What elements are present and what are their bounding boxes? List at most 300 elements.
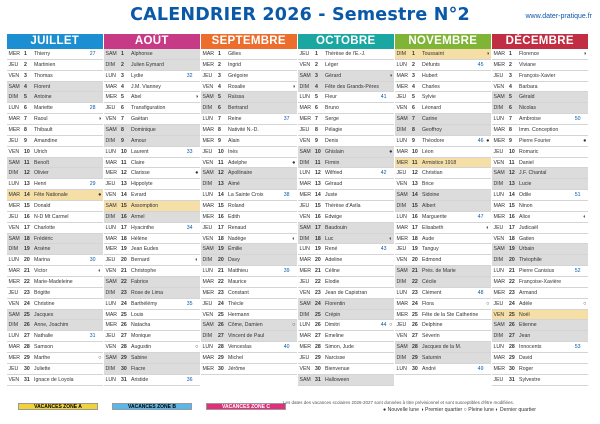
weekday-label: VEN [202, 311, 214, 318]
day-number: 31 [315, 376, 321, 383]
day-row [104, 299, 200, 310]
day-number: 13 [218, 181, 224, 188]
day-row [492, 60, 588, 71]
saint-name: Théophile [519, 257, 542, 264]
day-row [201, 212, 297, 223]
day-number: 28 [315, 344, 321, 351]
saint-name: Fête des Grands-Pères [325, 83, 379, 90]
day-number: 28 [121, 344, 127, 351]
saint-name: Nathalie [34, 333, 54, 340]
day-row [492, 266, 588, 277]
day-row [201, 342, 297, 353]
day-number: 30 [218, 365, 224, 372]
day-row [201, 288, 297, 299]
saint-name: Laurent [131, 148, 149, 155]
saint-name: Bernard [131, 257, 150, 264]
moon-phase-icon: ○ [292, 322, 296, 329]
saint-name: Flora [422, 300, 434, 307]
saint-name: Léon [422, 148, 434, 155]
day-row [201, 223, 297, 234]
moon-phase-icon: ◐ [486, 224, 490, 231]
saint-name: Evrard [131, 192, 147, 199]
day-number: 7 [24, 116, 27, 123]
weekday-label: VEN [299, 365, 311, 372]
month-header: DÉCEMBRE [492, 34, 588, 49]
saint-name: Hermann [228, 311, 250, 318]
day-row [298, 353, 394, 364]
saint-name: Constant [228, 289, 249, 296]
day-row [492, 320, 588, 331]
day-row [492, 364, 588, 375]
day-row [201, 353, 297, 364]
saint-name: François-Xavier [519, 72, 556, 79]
weekday-label: VEN [493, 83, 505, 90]
day-number: 9 [315, 137, 318, 144]
saint-name: Défunts [422, 61, 440, 68]
saint-name: Marthe [34, 355, 51, 362]
saint-name: Raïssa [228, 94, 245, 101]
day-number: 10 [315, 148, 321, 155]
weekday-label: MAR [202, 203, 215, 210]
day-row [104, 364, 200, 375]
weekday-label: VEN [299, 61, 311, 68]
saint-name: Fleur [325, 94, 337, 101]
day-number: 18 [218, 235, 224, 242]
day-number: 18 [412, 235, 418, 242]
day-number: 16 [24, 213, 30, 220]
day-row [298, 331, 394, 342]
day-row [7, 60, 103, 71]
day-number: 6 [24, 105, 27, 112]
day-number: 13 [315, 181, 321, 188]
day-number: 9 [24, 137, 27, 144]
saint-name: Ghislain [325, 148, 344, 155]
day-row [298, 190, 394, 201]
weekday-label: LUN [202, 268, 213, 275]
month-column [492, 34, 588, 386]
day-number: 4 [509, 83, 512, 90]
day-row [492, 49, 588, 60]
week-number: 27 [89, 51, 96, 57]
weekday-label: MER [299, 268, 312, 275]
day-row [104, 223, 200, 234]
day-number: 15 [218, 203, 224, 210]
day-number: 17 [24, 224, 30, 231]
weekday-label: MER [105, 246, 118, 253]
day-row [395, 82, 491, 93]
day-row [395, 244, 491, 255]
moon-phase-icon: ● [583, 137, 587, 144]
day-row [7, 234, 103, 245]
weekday-label: JEU [493, 300, 504, 307]
day-number: 14 [121, 192, 127, 199]
day-number: 1 [121, 51, 124, 57]
saint-name: Adelphe [228, 159, 248, 166]
day-row [7, 255, 103, 266]
day-number: 25 [24, 311, 30, 318]
weekday-label: JEU [105, 105, 116, 112]
weekday-label: SAM [202, 170, 214, 177]
day-row [492, 299, 588, 310]
day-row [104, 277, 200, 288]
weekday-label: DIM [299, 159, 310, 166]
day-number: 23 [24, 289, 30, 296]
saint-name: Mariette [34, 105, 53, 112]
moon-phase-icon: ◑ [583, 51, 587, 57]
day-row [298, 179, 394, 190]
day-number: 23 [315, 289, 321, 296]
day-number: 16 [121, 213, 127, 220]
day-number: 7 [315, 116, 318, 123]
weekday-label: JEU [202, 72, 213, 79]
day-row [298, 244, 394, 255]
day-row [492, 310, 588, 321]
day-number: 14 [509, 192, 515, 199]
day-row [395, 49, 491, 60]
weekday-label: VEN [202, 83, 214, 90]
day-number: 25 [315, 311, 321, 318]
week-number: 40 [283, 344, 290, 351]
weekday-label: VEN [202, 235, 214, 242]
saint-name: Edith [228, 213, 240, 220]
day-number: 22 [315, 279, 321, 286]
day-row [7, 223, 103, 234]
day-number: 19 [121, 246, 127, 253]
day-number: 19 [412, 246, 418, 253]
day-row [492, 212, 588, 223]
day-number: 1 [24, 51, 27, 57]
day-row [298, 288, 394, 299]
weekday-label: LUN [8, 257, 19, 264]
day-row [104, 49, 200, 60]
saint-name: Florence [519, 51, 540, 57]
saint-name: Jean [519, 333, 531, 340]
saint-name: Jérôme [228, 365, 246, 372]
weekday-label: DIM [105, 365, 116, 372]
saint-name: Grégoire [228, 72, 249, 79]
day-number: 20 [121, 257, 127, 264]
saint-name: Bruno [325, 105, 339, 112]
week-number: 31 [89, 333, 96, 340]
day-row [492, 179, 588, 190]
moon-phase-icon: ◐ [195, 257, 199, 264]
day-number: 10 [218, 148, 224, 155]
day-number: 6 [121, 105, 124, 112]
day-number: 19 [24, 246, 30, 253]
day-row [298, 299, 394, 310]
saint-name: Lucie [519, 181, 532, 188]
day-number: 20 [412, 257, 418, 264]
day-number: 5 [315, 94, 318, 101]
day-number: 15 [315, 203, 321, 210]
day-row [7, 179, 103, 190]
weekday-label: VEN [493, 159, 505, 166]
day-row [7, 92, 103, 103]
weekday-label: DIM [396, 355, 407, 362]
day-number: 15 [24, 203, 30, 210]
day-number: 21 [509, 268, 515, 275]
saint-name: Maurice [228, 279, 247, 286]
weekday-label: DIM [105, 137, 116, 144]
day-row [7, 364, 103, 375]
day-row [298, 201, 394, 212]
weekday-label: JEU [202, 148, 213, 155]
weekday-label: MAR [299, 105, 312, 112]
day-number: 31 [24, 376, 30, 383]
weekday-label: JEU [202, 224, 213, 231]
saint-name: René [325, 246, 338, 253]
weekday-label: JEU [8, 213, 19, 220]
weekday-label: VEN [105, 344, 117, 351]
day-row [104, 125, 200, 136]
saint-name: Baudouin [325, 224, 347, 231]
saint-name: Roland [228, 203, 245, 210]
weekday-label: VEN [396, 181, 408, 188]
day-row [298, 223, 394, 234]
saint-name: Renaud [228, 224, 247, 231]
day-row [492, 375, 588, 386]
weekday-label: MAR [493, 355, 506, 362]
saint-name: Marie-Madeleine [34, 279, 73, 286]
day-row [104, 244, 200, 255]
day-number: 22 [218, 279, 224, 286]
saint-name: Noël [519, 311, 530, 318]
saint-name: Ignace de Loyola [34, 376, 74, 383]
day-row [395, 234, 491, 245]
day-row [298, 342, 394, 353]
saint-name: Armistice 1918 [422, 159, 457, 166]
weekday-label: MER [396, 159, 409, 166]
day-number: 29 [509, 355, 515, 362]
day-number: 24 [121, 300, 127, 307]
weekday-label: SAM [202, 246, 214, 253]
day-row [7, 375, 103, 386]
saint-name: Rose de Lima [131, 289, 164, 296]
day-number: 1 [412, 51, 415, 57]
weekday-label: MAR [299, 181, 312, 188]
week-number: 42 [380, 170, 387, 177]
day-number: 30 [24, 365, 30, 372]
saint-name: Gérald [519, 94, 535, 101]
moon-phase-icon: ○ [389, 322, 393, 329]
weekday-label: MAR [493, 127, 506, 134]
saint-name: Juste [325, 192, 338, 199]
day-row [395, 212, 491, 223]
day-number: 2 [412, 61, 415, 68]
saint-name: Prés. de Marie [422, 268, 456, 275]
day-row [492, 331, 588, 342]
weekday-label: JEU [8, 365, 19, 372]
day-row [104, 255, 200, 266]
day-row [104, 92, 200, 103]
day-number: 17 [509, 224, 515, 231]
legend-zone-a: VACANCES ZONE A [18, 403, 98, 410]
day-row [201, 125, 297, 136]
saint-name: Natacha [131, 322, 151, 329]
saint-name: Gilles [228, 51, 241, 57]
saint-name: Thérèse de l'E.-J. [325, 51, 366, 57]
day-number: 29 [121, 355, 127, 362]
saint-name: Narcisse [325, 355, 346, 362]
legend-zone-b: VACANCES ZONE B [112, 403, 192, 410]
day-number: 11 [218, 159, 224, 166]
day-row [492, 82, 588, 93]
day-number: 27 [412, 333, 418, 340]
moon-phase-icon: ◑ [486, 51, 490, 57]
day-row [492, 288, 588, 299]
saint-name: Transfiguration [131, 105, 166, 112]
day-row [492, 168, 588, 179]
day-number: 20 [24, 257, 30, 264]
saint-name: Charlotte [34, 224, 56, 231]
day-number: 28 [24, 344, 30, 351]
day-row [201, 82, 297, 93]
saint-name: Bertrand [228, 105, 248, 112]
day-row [492, 201, 588, 212]
saint-name: Thècle [228, 300, 244, 307]
day-row [395, 223, 491, 234]
day-row [7, 310, 103, 321]
weekday-label: VEN [8, 300, 20, 307]
day-row [7, 353, 103, 364]
day-row [298, 158, 394, 169]
weekday-label: MER [493, 365, 506, 372]
weekday-label: MAR [202, 127, 215, 134]
saint-name: Wilfried [325, 170, 343, 177]
weekday-label: JEU [299, 279, 310, 286]
weekday-label: LUN [202, 192, 213, 199]
day-number: 8 [412, 127, 415, 134]
month-header: AOÛT [104, 34, 200, 49]
day-number: 5 [412, 94, 415, 101]
day-number: 25 [412, 311, 418, 318]
weekday-label: JEU [105, 257, 116, 264]
day-row [7, 266, 103, 277]
weekday-label: JEU [493, 376, 504, 383]
day-row [298, 234, 394, 245]
month-header: NOVEMBRE [395, 34, 491, 49]
day-row [104, 168, 200, 179]
weekday-label: MER [202, 137, 215, 144]
day-row [7, 114, 103, 125]
weekday-label: MAR [299, 257, 312, 264]
day-row [395, 158, 491, 169]
weekday-label: JEU [396, 94, 407, 101]
saint-name: Daniel [519, 159, 534, 166]
weekday-label: LUN [493, 192, 504, 199]
day-row [201, 114, 297, 125]
saint-name: Judicaël [519, 224, 539, 231]
weekday-label: DIM [202, 181, 213, 188]
day-number: 18 [121, 235, 127, 242]
weekday-label: VEN [299, 289, 311, 296]
day-row [201, 49, 297, 60]
day-row [104, 342, 200, 353]
day-row [395, 179, 491, 190]
day-number: 11 [24, 159, 30, 166]
day-row [298, 49, 394, 60]
day-number: 24 [24, 300, 30, 307]
saint-name: Aristide [131, 376, 149, 383]
saint-name: Antoine [34, 94, 52, 101]
day-number: 21 [315, 268, 321, 275]
day-row [492, 147, 588, 158]
saint-name: Géraud [325, 181, 343, 188]
saint-name: Imm. Conception [519, 127, 559, 134]
saint-name: Fabrice [131, 279, 149, 286]
day-row [395, 266, 491, 277]
weekday-label: DIM [396, 279, 407, 286]
weekday-label: LUN [105, 300, 116, 307]
day-number: 20 [509, 257, 515, 264]
weekday-label: VEN [493, 311, 505, 318]
weekday-label: JEU [8, 289, 19, 296]
weekday-label: LUN [105, 376, 116, 383]
saint-name: Gaëtan [131, 116, 149, 123]
saint-name: Jacques de la M. [422, 344, 462, 351]
weekday-label: VEN [396, 333, 408, 340]
saint-name: Alice [519, 213, 531, 220]
saint-name: Ingrid [228, 61, 241, 68]
day-row [395, 255, 491, 266]
day-list [395, 49, 491, 386]
saint-name: J.F. Chantal [519, 170, 547, 177]
saint-name: La Sainte Croix [228, 192, 264, 199]
day-row [395, 320, 491, 331]
saint-name: Jean Eudes [131, 246, 159, 253]
day-list [7, 49, 103, 386]
weekday-label: DIM [105, 61, 116, 68]
saint-name: Amour [131, 137, 147, 144]
saint-name: Apollinaire [228, 170, 253, 177]
day-number: 18 [509, 235, 515, 242]
weekday-label: MER [105, 322, 118, 329]
day-row [298, 255, 394, 266]
day-row [201, 234, 297, 245]
day-number: 26 [509, 322, 515, 329]
weekday-label: JEU [299, 355, 310, 362]
saint-name: Thibault [34, 127, 53, 134]
weekday-label: VEN [396, 105, 408, 112]
day-number: 10 [24, 148, 30, 155]
day-number: 14 [412, 192, 418, 199]
legend-note: Les dates des vacances scolaires 2026-2027 sont données à titre prévisionnel et sont susceptibles d'être modifiées. [283, 400, 514, 405]
day-number: 6 [315, 105, 318, 112]
weekday-label: MER [493, 289, 506, 296]
saint-name: Florent [34, 83, 51, 90]
day-row [298, 277, 394, 288]
saint-name: Olivier [34, 170, 49, 177]
saint-name: Urbain [519, 246, 535, 253]
day-number: 11 [509, 159, 515, 166]
day-number: 8 [315, 127, 318, 134]
day-row [492, 136, 588, 147]
saint-name: Théodore [422, 137, 445, 144]
saint-name: Marina [34, 257, 50, 264]
saint-name: Augustin [131, 344, 152, 351]
day-number: 2 [24, 61, 27, 68]
weekday-label: MAR [105, 235, 118, 242]
day-row [298, 375, 394, 386]
saint-name: Hélène [131, 235, 148, 242]
saint-name: Hubert [422, 72, 438, 79]
day-row [201, 179, 297, 190]
saint-name: Denis [325, 137, 339, 144]
day-row [7, 125, 103, 136]
weekday-label: LUN [202, 116, 213, 123]
weekday-label: MER [8, 127, 21, 134]
saint-name: Benoît [34, 159, 49, 166]
